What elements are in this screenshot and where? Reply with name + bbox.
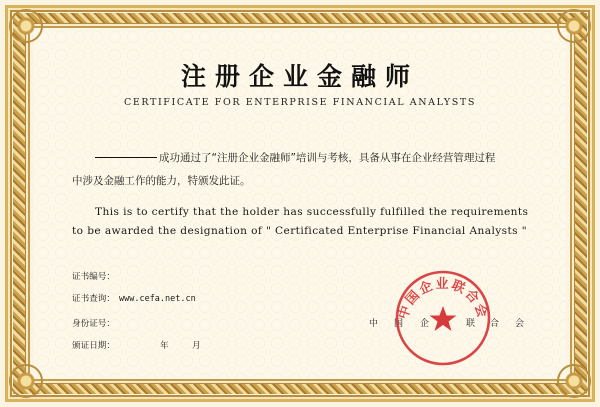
certificate-title-chinese: 注册企业金融师 bbox=[180, 62, 419, 91]
corner-ornament-icon bbox=[557, 9, 591, 43]
certificate-query-url: www.cefa.net.cn bbox=[118, 294, 196, 304]
body-english-line-1: This is to certify that the holder has successfully fulfilled the requirements bbox=[95, 206, 529, 218]
corner-ornament-icon bbox=[9, 364, 43, 398]
star-icon bbox=[430, 306, 457, 331]
certificate-number-field bbox=[72, 270, 115, 282]
holder-name-blank bbox=[95, 157, 157, 158]
body-chinese-line-1: 成功通过了“注册企业金融师”培训与考核，具备从事在企业经营管理过程 bbox=[159, 152, 496, 164]
issue-date-month: 月 bbox=[192, 341, 201, 351]
issuer-char: 会 bbox=[515, 319, 525, 329]
issue-date-field bbox=[72, 339, 201, 351]
body-english-line-2: to be awarded the designation of " Certificated Enterprise Financial Analysts " bbox=[72, 225, 528, 237]
issuer-char: 企 bbox=[420, 319, 430, 329]
id-number-label: 身份证号： bbox=[72, 319, 115, 329]
corner-ornament-icon bbox=[557, 364, 591, 398]
issuer-char: 联 bbox=[466, 319, 476, 329]
body-chinese-line-2: 中涉及金融工作的能力，特颁发此证。 bbox=[72, 175, 251, 187]
issuer-char: 合 bbox=[490, 319, 500, 329]
seal-ring-text: 中国企业联合会 bbox=[395, 277, 491, 322]
certificate-title-english: CERTIFICATE FOR ENTERPRISE FINANCIAL ANALYSTS bbox=[124, 97, 476, 108]
issuer-char: 中 bbox=[369, 319, 379, 329]
corner-ornament-icon bbox=[9, 9, 43, 43]
official-seal-stamp bbox=[393, 268, 493, 368]
issue-date-label: 颁证日期： bbox=[72, 341, 115, 351]
issue-date-year: 年 bbox=[160, 341, 169, 351]
certificate-query-field bbox=[72, 292, 196, 304]
certificate-query-label: 证书查询： bbox=[72, 294, 115, 304]
id-number-field bbox=[72, 317, 115, 329]
issuer-char: 国 bbox=[394, 319, 404, 329]
certificate-number-label: 证书编号： bbox=[72, 272, 115, 282]
